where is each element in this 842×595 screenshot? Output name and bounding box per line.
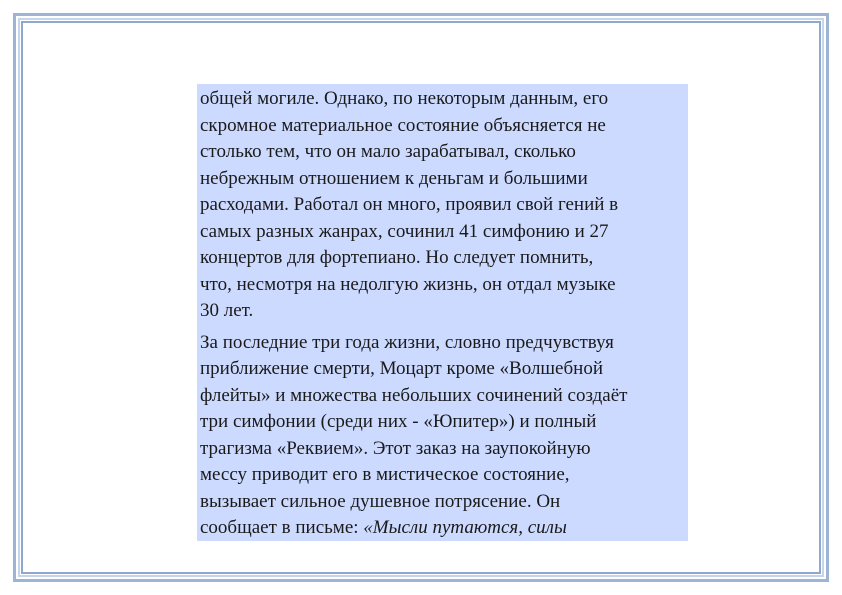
text-line: расходами. Работал он много, проявил свой гений в bbox=[200, 194, 619, 215]
text-line: трагизма «Реквием». Этот заказ на заупокойную bbox=[200, 437, 591, 459]
text-box bbox=[197, 84, 688, 541]
text-line: три симфонии (среди них - «Юпитер») и полный bbox=[200, 411, 597, 432]
text-plain: сообщает в письме: bbox=[200, 517, 364, 538]
text-line: флейты» и множества небольших сочинений создаёт bbox=[200, 384, 628, 406]
text-line-with-quote bbox=[200, 515, 686, 541]
paragraph-1 bbox=[200, 86, 686, 325]
text-line: самых разных жанрах, сочинил 41 симфонию и 27 bbox=[200, 220, 609, 242]
paragraph-2 bbox=[200, 330, 686, 542]
quote-italic: «Мысли путаются, силы bbox=[363, 517, 567, 538]
text-line: приближение смерти, Моцарт кроме «Волшебной bbox=[200, 358, 603, 379]
text-line: небрежным отношением к деньгам и большими bbox=[200, 167, 588, 189]
text-line: За последние три года жизни, словно предчувствуя bbox=[200, 331, 614, 353]
text-line: столько тем, что он мало зарабатывал, сколько bbox=[200, 141, 576, 162]
text-line: общей могиле. Однако, по некоторым данным, его bbox=[200, 88, 609, 109]
text-line: концертов для фортепиано. Но следует помнить, bbox=[200, 247, 594, 268]
text-line: скромное материальное состояние объясняется не bbox=[200, 114, 606, 136]
text-line: мессу приводит его в мистическое состояние, bbox=[200, 464, 570, 485]
text-line: 30 лет. bbox=[200, 300, 254, 321]
text-line: что, несмотря на недолгую жизнь, он отдал музыке bbox=[200, 273, 616, 295]
text-line: вызывает сильное душевное потрясение. Он bbox=[200, 490, 561, 512]
